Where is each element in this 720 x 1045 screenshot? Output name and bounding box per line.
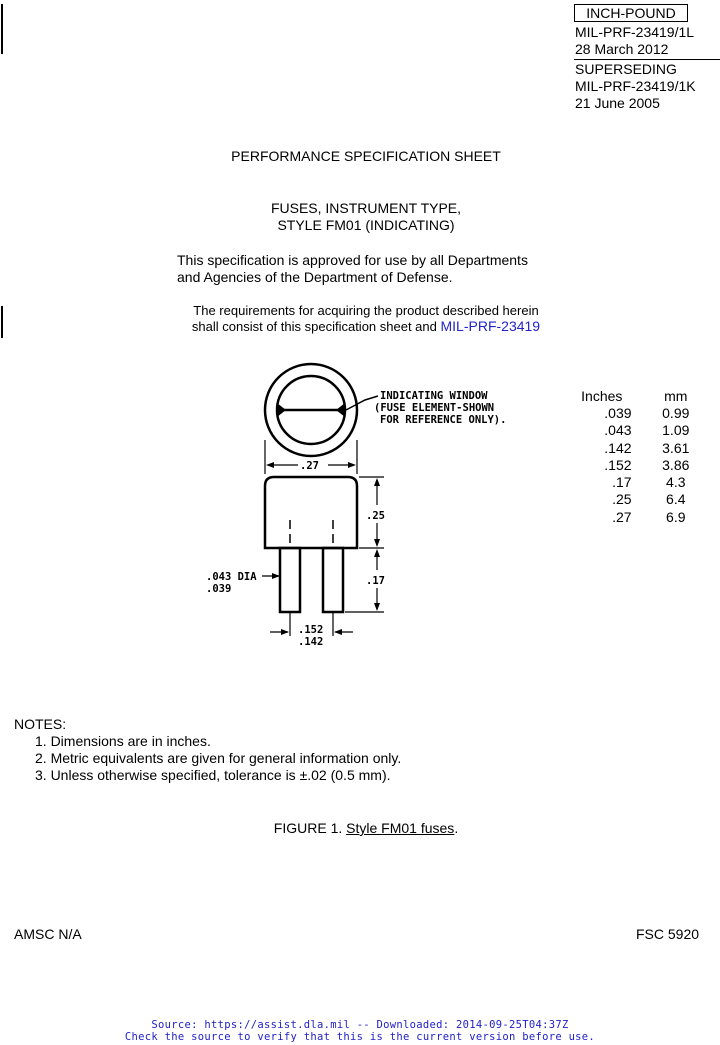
superseding-label: SUPERSEDING <box>575 61 677 77</box>
superseded-number: MIL-PRF-23419/1K <box>575 78 696 94</box>
dim-pin-dia-label-1: .043 DIA <box>206 571 257 583</box>
note-item: 3. Unless otherwise specified, tolerance is ±.02 (0.5 mm). <box>35 767 391 783</box>
header-mm: mm <box>664 387 688 404</box>
figure-caption <box>0 820 720 837</box>
inch-value: .039 <box>604 404 632 421</box>
note-item: 2. Metric equivalents are given for general information only. <box>35 750 402 766</box>
mm-value: 3.86 <box>662 456 690 473</box>
dim-pin-spacing-label-1: .152 <box>298 624 324 636</box>
table-row <box>572 422 720 439</box>
notes-heading: NOTES: <box>14 716 67 732</box>
figure-period: . <box>454 820 459 836</box>
window-label-2: (FUSE ELEMENT-SHOWN <box>374 402 495 414</box>
inch-value: .152 <box>604 456 632 473</box>
fuse-body <box>265 477 357 548</box>
header-rule <box>574 59 720 60</box>
inch-value: .25 <box>612 491 632 508</box>
mm-value: 4.3 <box>666 474 686 491</box>
table-row <box>572 404 720 421</box>
right-pin <box>323 548 343 612</box>
fsc-label: FSC 5920 <box>636 926 700 942</box>
approval-line-2: and Agencies of the Department of Defense. <box>177 269 453 285</box>
dim-pin-length-label: .17 <box>366 575 385 587</box>
requirements-line-1: The requirements for acquiring the product described herein <box>193 303 539 318</box>
doc-date: 28 March 2012 <box>575 41 669 57</box>
sheet-type-title: PERFORMANCE SPECIFICATION SHEET <box>231 148 501 164</box>
dimension-table <box>572 387 720 525</box>
title-line-1: FUSES, INSTRUMENT TYPE, <box>270 200 462 216</box>
window-label-1: INDICATING WINDOW <box>380 390 488 402</box>
left-pin <box>280 548 300 612</box>
fuse-element-left <box>277 403 286 417</box>
mm-value: 1.09 <box>662 422 690 439</box>
figure-number: FIGURE 1. <box>273 820 347 836</box>
inch-pound-box: INCH-POUND <box>574 4 688 22</box>
requirements-text: shall consist of this specification sheet and <box>191 319 441 334</box>
change-bar-top <box>1 4 3 54</box>
table-header-row <box>572 387 720 404</box>
fuse-drawing <box>195 358 535 653</box>
amsc-label: AMSC N/A <box>14 926 82 942</box>
requirements-line-2 <box>0 318 720 335</box>
dim-pin-spacing-label-2: .142 <box>298 636 324 648</box>
header-inches: Inches <box>581 387 623 404</box>
inch-value: .043 <box>604 422 632 439</box>
note-item: 1. Dimensions are in inches. <box>35 733 211 749</box>
mm-value: 6.9 <box>666 508 686 525</box>
source-line: Source: https://assist.dla.mil -- Downloaded: 2014-09-25T04:37Z <box>151 1019 569 1031</box>
approval-line-1: This specification is approved for use by all Departments <box>177 252 528 268</box>
table-row <box>572 439 720 456</box>
dim-width-label: .27 <box>300 460 319 472</box>
mil-prf-23419-link[interactable]: MIL-PRF-23419 <box>440 318 541 334</box>
inch-value: .17 <box>612 474 632 491</box>
fuse-element-right <box>336 403 345 417</box>
figure-title: Style FM01 fuses <box>346 820 455 836</box>
dim-pin-dia-label-2: .039 <box>206 583 232 595</box>
mm-value: 0.99 <box>662 404 690 421</box>
table-row <box>572 473 720 490</box>
check-source-line: Check the source to verify that this is the current version before use. <box>124 1031 596 1043</box>
mm-value: 3.61 <box>662 439 690 456</box>
dim-body-height-label: .25 <box>366 510 385 522</box>
title-line-2: STYLE FM01 (INDICATING) <box>277 217 455 233</box>
doc-number: MIL-PRF-23419/1L <box>575 24 695 40</box>
superseded-date: 21 June 2005 <box>575 95 660 111</box>
table-row <box>572 456 720 473</box>
table-row <box>572 508 720 525</box>
window-label-3: FOR REFERENCE ONLY). <box>380 414 507 426</box>
mm-value: 6.4 <box>666 491 686 508</box>
inch-value: .142 <box>604 439 632 456</box>
inch-value: .27 <box>612 508 632 525</box>
table-row <box>572 491 720 508</box>
